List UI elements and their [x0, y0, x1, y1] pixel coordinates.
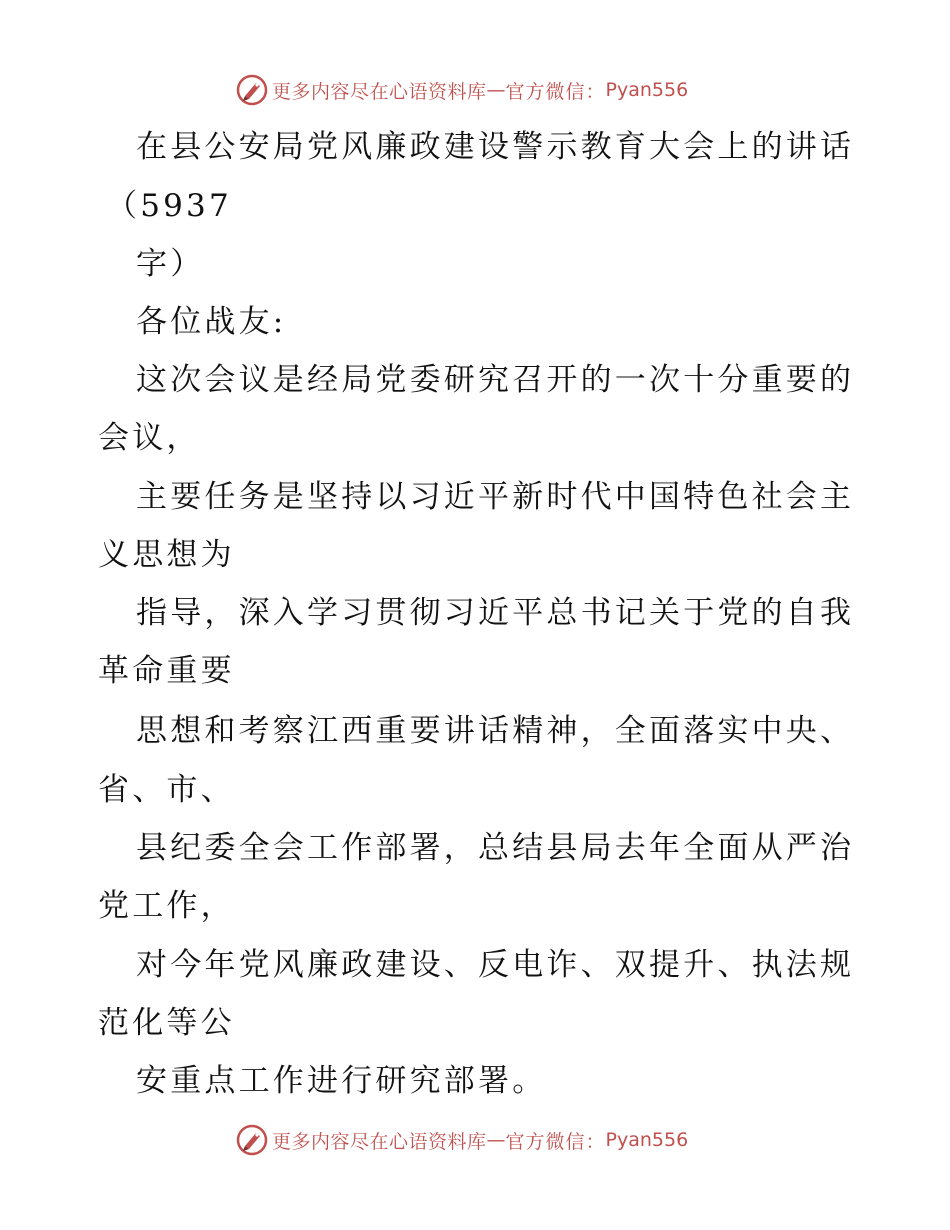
paragraph-line: 安重点工作进行研究部署。	[136, 1063, 547, 1099]
paragraph-line: 省、市、	[98, 772, 235, 808]
paragraph-line: 党工作，	[98, 888, 235, 924]
salutation: 各位战友:	[136, 304, 287, 340]
paragraph-line: 会议，	[98, 420, 201, 456]
pen-logo-icon	[236, 1124, 268, 1156]
paragraph-line: 对今年党风廉政建设、反电诈、双提升、执法规	[136, 947, 855, 983]
header-watermark	[236, 74, 688, 106]
paragraph-line: 主要任务是坚持以习近平新时代中国特色社会主	[136, 479, 855, 515]
watermark-wechat-id: Pyan556	[605, 79, 689, 101]
title-line-2: （5937	[106, 188, 232, 224]
paragraph-line: 革命重要	[98, 653, 235, 689]
paragraph-line: 思想和考察江西重要讲话精神，全面落实中央、	[136, 713, 855, 749]
watermark-official-text: 官方微信：	[505, 80, 606, 103]
title-line-1: 在县公安局党风廉政建设警示教育大会上的讲话	[136, 129, 855, 165]
paragraph-line: 这次会议是经局党委研究召开的一次十分重要的	[136, 362, 855, 398]
paragraph-line: 县纪委全会工作部署，总结县局去年全面从严治	[136, 830, 855, 866]
title-line-3: 字）	[136, 246, 205, 282]
paragraph-line: 范化等公	[98, 1005, 235, 1041]
watermark-official-text: 官方微信：	[505, 1130, 606, 1153]
paragraph-line: 指导，深入学习贯彻习近平总书记关于党的自我	[136, 595, 855, 631]
paragraph-line: 义思想为	[98, 537, 235, 573]
watermark-site-text: 更多内容尽在心语资料库	[272, 1130, 487, 1153]
watermark-dash: —	[486, 79, 506, 101]
watermark-site-text: 更多内容尽在心语资料库	[272, 80, 487, 103]
watermark-dash: —	[486, 1129, 506, 1151]
footer-watermark	[236, 1124, 688, 1156]
pen-logo-icon	[236, 74, 268, 106]
watermark-wechat-id: Pyan556	[605, 1129, 689, 1151]
